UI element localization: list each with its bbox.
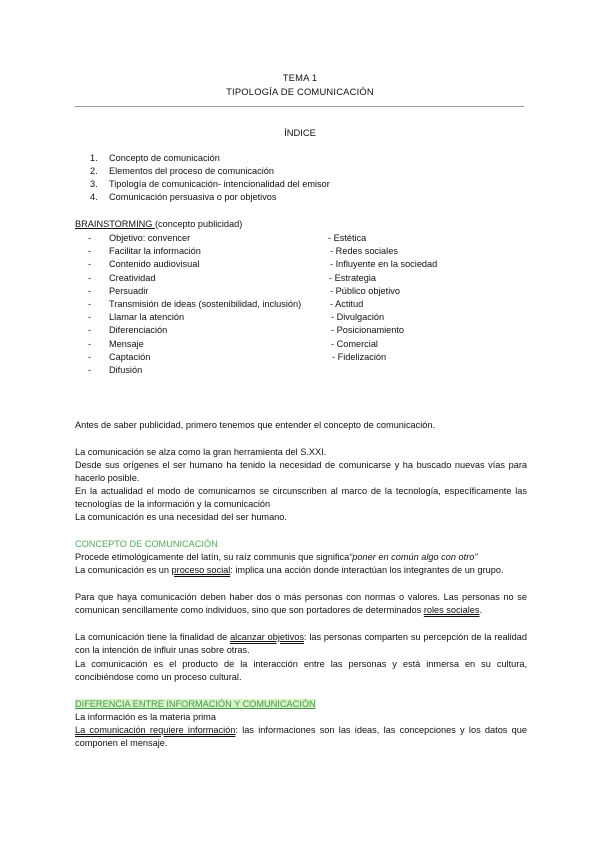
brainstorming-list bbox=[88, 232, 528, 377]
list-item: - Difusión bbox=[88, 364, 143, 375]
index-list bbox=[90, 152, 330, 204]
concepto-paragraph: La comunicación tiene la finalidad de alcanzar objetivos: las personas comparten su percepción de la realidad con la intención de influir unas sobre otras. bbox=[75, 632, 527, 656]
list-item: - Llamar la atención - Divulgación bbox=[88, 312, 385, 323]
intro-paragraph: Desde sus orígenes el ser humano ha tenido la necesidad de comunicarse y ha buscado nuevas vías para hacerlo posible. bbox=[75, 460, 527, 484]
list-item: - Captación - Fidelización bbox=[88, 351, 387, 362]
tema-label: TEMA 1 bbox=[282, 72, 318, 83]
intro-paragraph: En la actualidad el modo de comunicarnos se circunscriben al marco de la tecnología, específicamente las tecnologías de la información y la comunicación bbox=[75, 486, 527, 510]
list-item: - Creatividad - Estrategia bbox=[88, 272, 376, 283]
index-item: 4. Comunicación persuasiva o por objetivos bbox=[90, 192, 277, 202]
intro-paragraph: La comunicación es una necesidad del ser humano. bbox=[75, 512, 287, 522]
intro-paragraph: La comunicación se alza como la gran herramienta del S.XXI. bbox=[75, 447, 327, 457]
brainstorming-heading: BRAINSTORMING (concepto publicidad) bbox=[75, 219, 243, 229]
index-item: 2. Elementos del proceso de comunicación bbox=[90, 166, 274, 176]
concepto-paragraph: La comunicación es un proceso social: implica una acción donde interactúan los integrantes de un grupo. bbox=[75, 565, 504, 575]
list-item: - Transmisión de ideas (sostenibilidad, inclusión) - Actitud bbox=[88, 298, 364, 309]
diferencia-heading: DIFERENCIA ENTRE INFORMACIÓN Y COMUNICACIÓN bbox=[75, 699, 316, 709]
index-item: 3. Tipología de comunicación- intencionalidad del emisor bbox=[90, 179, 330, 189]
concepto-paragraph: La comunicación es el producto de la interacción entre las personas y está inmersa en su cultura, concibiéndose como un proceso cultural. bbox=[75, 659, 527, 683]
list-item: - Contenido audiovisual - Influyente en la sociedad bbox=[88, 259, 438, 270]
diferencia-paragraph: La comunicación requiere información: las informaciones son las ideas, las concepciones y los datos que componen el mensaje. bbox=[75, 725, 528, 749]
list-item: - Persuadir - Público objetivo bbox=[88, 285, 400, 296]
intro-paragraph: Antes de saber publicidad, primero tenemos que entender el concepto de comunicación. bbox=[75, 420, 436, 430]
title-divider bbox=[75, 106, 524, 107]
concepto-paragraph: Para que haya comunicación deben haber dos o más personas con normas o valores. Las personas no se comunican sencillamente como individuos, sino que son portadores de determinados roles sociales. bbox=[75, 592, 527, 616]
document-title: TIPOLOGÍA DE COMUNICACIÓN bbox=[226, 86, 374, 97]
index-item: 1. Concepto de comunicación bbox=[90, 153, 220, 163]
list-item: - Diferenciación - Posicionamiento bbox=[88, 325, 405, 336]
concepto-heading: CONCEPTO DE COMUNICACIÓN bbox=[75, 539, 218, 549]
index-title: ÍNDICE bbox=[284, 127, 316, 138]
list-item: - Facilitar la información - Redes sociales bbox=[88, 246, 398, 257]
diferencia-paragraph: La información es la materia prima bbox=[75, 712, 216, 722]
list-item: - Objetivo: convencer - Estética bbox=[88, 233, 367, 243]
concepto-paragraph: Procede etimológicamente del latín, su raíz communis que significa“poner en común algo con otro” bbox=[75, 552, 478, 562]
list-item: - Mensaje - Comercial bbox=[88, 338, 378, 349]
